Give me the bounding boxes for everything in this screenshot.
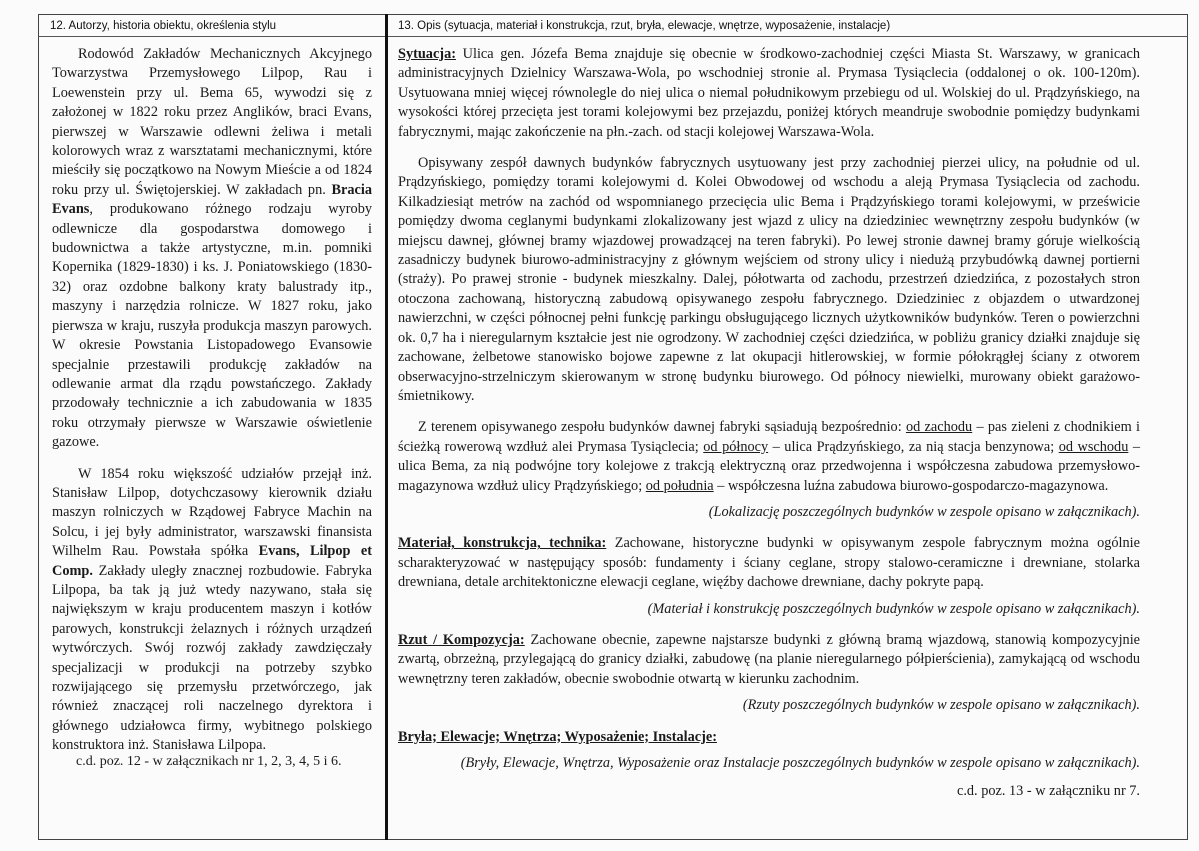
header-divider-right: [388, 36, 1188, 37]
neighbours-paragraph: [398, 418, 1140, 496]
material-text: Zachowane, historyczne budynki w opisywanym zespole fabrycznym można ogólnie scharakteryzować w następujący sposób: fundamenty i ściany ceglane, stropy stalowo-ceramiczne i drewniane, stolarka drewniana, detale architektoniczne elewacji ceglane, więźby dachowe drewniane, dachy pokryte papą.: [398, 535, 1140, 591]
neighbours-text: – ulica Bema, za nią podwójne tory kolejowe z trakcją elektryczną oraz przedwojenna i współczesna zabudowa przemysłowo-magazynowa wzdłuż ulicy Prądzyńskiego;: [398, 438, 1141, 494]
history-column: [52, 45, 372, 756]
section-12-header: 12. Autorzy, historia obiektu, określenia stylu: [50, 20, 277, 32]
massing-note: (Bryły, Elewacje, Wnętrza, Wyposażenie oraz Instalacje poszczególnych budynków w zespole opisano w załącznikach).: [460, 755, 1140, 771]
company-name-bold: Bracia Evans: [52, 181, 372, 218]
history-text: Zakłady uległy znacznej rozbudowie. Fabryka Lilpopa, ba tak ją już wtedy nazywano, stała się największym w kraju producentem maszyn i kotłów parowych, konstrukcji żelaznych i różnych urządzeń wytwórczych. Swój rozwój zakłady zawdzięczały specjalizacji w produkcji na potrzeby szybko rozwijającego się przemysłu przetwórczego, jak również znaczącej roli naczelnego dyrektora i głównego udziałowca firmy, wybitnego polskiego konstruktora inż. Stanisława Lilpopa.: [52, 562, 372, 754]
neighbours-text: – współczesna luźna zabudowa biurowo-gospodarczo-magazynowa.: [713, 477, 1109, 494]
direction-north: od północy: [703, 438, 769, 455]
massing-heading-line: [398, 728, 1140, 747]
history-text: W 1854 roku większość udziałów przejął inż. Stanisław Lilpop, dotychczasowy kierownik działu maszyn rolniczych w Rządowej Fabryce Machin na Solcu, i jej były administrator, warszawski finansista Wilhelm Rau. Powstała spółka: [52, 465, 372, 560]
complex-description-paragraph: Opisywany zespół dawnych budynków fabrycznych usytuowany jest przy zachodniej pierzei ulicy, na południe od ul. Prądzyńskiego, pomiędzy torami kolejowymi d. Kolei Obwodowej od wschodu a aleją Prymasa Tysiąclecia od zachodu. Kilkadziesiąt metrów na zachód od wspomnianego przecięcia ulic Bema i Prądzyńskiego torami kolejowymi, w prześwicie pomiędzy dwoma ceglanymi budynkami zlokalizowany jest wjazd z ulicy na dziedziniec wewnętrzny zespołu budynków (w miejscu dawnej, głównej bramy wjazdowej prowadzącej na teren fabryki). Po lewej stronie dawnej bramy góruje wielkością zasadniczy budynek biurowo-administracyjny z głównym wejściem od strony ulicy i niedużą przybudówką dawnej portierni (straży). Po prawej stronie - budynek mieszkalny. Dalej, półotwarta od zachodu, przestrzeń dziedzińca, z pozostałych stron otoczona zachowaną, historyczną zabudową opisywanego zespołu fabrycznego. Dziedziniec z objazdem o utwardzonej nawierzchni, w części północnej pełni funkcję parkingu obsługującego licznych użytkowników budynków. Teren o powierzchni ok. 0,7 ha i nieregularnym kształcie jest nie ogrodzony. W zachodniej części dziedzińca, w pobliżu granicy działki znajduje się zachowane, żelbetowe stanowisko bojowe zapewne z lat okupacji hitlerowskiej, w formie półokrągłej ściany z otworem obserwacyjno-strzelniczym skierowanym w stronę budynku biurowego. Od północy niewielki, murowany obiekt garażowo-śmietnikowy.: [398, 155, 1140, 404]
continuation-note-12: c.d. poz. 12 - w załącznikach nr 1, 2, 3, 4, 5 i 6.: [76, 754, 342, 769]
direction-west: od zachodu: [905, 419, 973, 436]
plan-note: (Rzuty poszczególnych budynków w zespole opisano w załącznikach).: [742, 697, 1140, 714]
history-text: Rodowód Zakładów Mechanicznych Akcyjnego Towarzystwa Przemysłowego Lilpop, Rau i Loewenstein przy ul. Bema 65, wywodzi się z założonej w 1822 roku przez Anglików, braci Evans, pierwszej w Warszawie odlewni żeliwa i metali kolorowych wraz z warsztatami mechanicznymi, które mieściły się początkowo na Nowym Mieście a od 1824 roku przy ul. Świętojerskiej. W zakładach pn.: [52, 46, 372, 198]
history-text: , produkowano różnego rodzaju wyroby odlewnicze dla gospodarstwa domowego i budownictwa a także artystyczne, m.in. pomniki Kopernika (1829-1830) i ks. J. Poniatowskiego (1830-32) oraz ozdobne balkony kraty balustrady itp., maszyny i narzędzia rolnicze. W 1827 roku, jako pierwsza w kraju, ruszyła produkcja maszyn parowych. W okresie Powstania Listopadowego Evansowie specjalnie przestawili produkcję zakładów na odlewanie armat dla rządu powstańczego. Zakłady przodowały technicznie a ich zabudowania w 1835 roku otrzymały pierwsze w Warszawie oświetlenie gazowe.: [52, 201, 372, 451]
neighbours-text: – pas zieleni z chodnikiem i ścieżką rowerową wzdłuż alei Prymasa Tysiąclecia;: [398, 419, 1140, 455]
description-column: [398, 45, 1140, 802]
column-divider: [385, 14, 388, 840]
section-13-header: 13. Opis (sytuacja, materiał i konstrukcja, rzut, bryła, elewacje, wnętrze, wyposażenie, instalacje): [398, 20, 891, 32]
neighbours-text: – ulica Prądzyńskiego, za nią stacja benzynowa;: [768, 438, 1059, 455]
situation-heading: Sytuacja:: [398, 46, 456, 62]
direction-south: od południa: [645, 477, 714, 494]
history-paragraph-1: [52, 45, 372, 453]
situation-text: Ulica gen. Józefa Bema znajduje się obecnie w środkowo-zachodniej części Miasta St. Warszawy, w granicach administracyjnych Dzielnicy Warszawa-Wola, po wschodniej stronie al. Prymasa Tysiąclecia (oddalonej o ok. 100-120m). Usytuowana mniej więcej równolegle do niej ulica o niemal południkowym przebiegu od ul. Wolskiej do ul. Prądzyńskiego, na wysokości której przecięta jest torami kolejowymi bez przejazdu, poniżej których meandruje swobodnie pomiędzy budynkami fabrycznymi, mając zakończenie na płn.-zach. od stacji kolejowej Warszawa-Wola.: [398, 46, 1140, 140]
direction-east: od wschodu: [1058, 438, 1129, 455]
plan-heading: Rzut / Kompozycja:: [398, 631, 525, 648]
history-paragraph-2: [52, 465, 372, 756]
location-note: (Lokalizację poszczególnych budynków w zespole opisano w załącznikach).: [708, 503, 1140, 520]
neighbours-text: Z terenem opisywanego zespołu budynków dawnej fabryki sąsiadują bezpośrednio:: [418, 419, 906, 436]
plan-text: Zachowane obecnie, zapewne najstarsze budynki z główną bramą wjazdową, stanowią kompozycyjnie zwartą, obrzeżną, przylegającą do granicy działki, zabudowę (na planie nieregularnego półpierścienia), zamykającą od wschodu wewnętrzny teren zakładów, obecnie swobodnie otwartą w kierunku zachodnim.: [398, 631, 1141, 687]
header-divider-left: [38, 36, 385, 37]
massing-heading: Bryła; Elewacje; Wnętrza; Wyposażenie; Instalacje:: [398, 728, 717, 745]
company-name-bold: Evans, Lilpop et Comp.: [52, 543, 372, 579]
situation-paragraph: [398, 45, 1140, 142]
plan-paragraph: [398, 631, 1140, 689]
continuation-note-13: c.d. poz. 13 - w załączniku nr 7.: [956, 783, 1140, 800]
material-paragraph: [398, 534, 1140, 592]
material-heading: Materiał, konstrukcja, technika:: [398, 535, 607, 552]
material-note: (Materiał i konstrukcję poszczególnych budynków w zespole opisano w załącznikach).: [647, 600, 1140, 617]
